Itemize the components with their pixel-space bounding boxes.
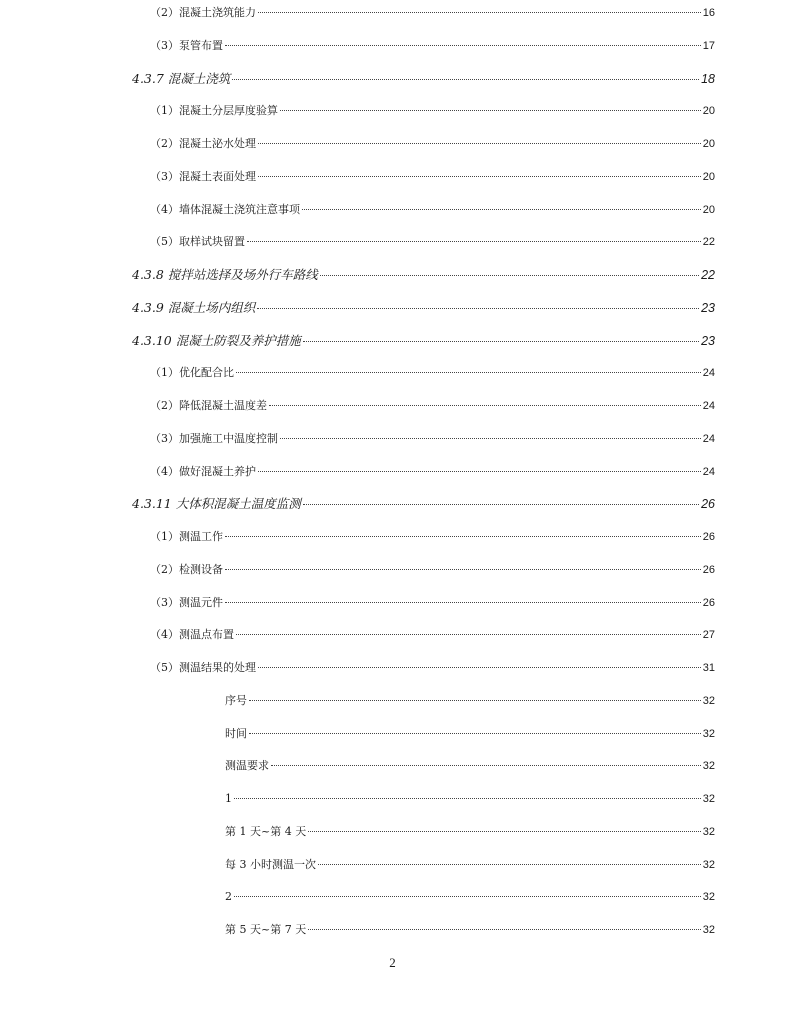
toc-entry-page: 32 — [702, 694, 715, 707]
toc-entry-label: 测温要求 — [225, 759, 269, 773]
toc-entry-label: （1）测温工作 — [150, 530, 223, 543]
toc-entry-label: （5）测温结果的处理 — [150, 661, 256, 674]
toc-entry-label: （4）测温点布置 — [150, 628, 234, 642]
dot-leader — [308, 929, 701, 930]
dot-leader — [258, 143, 701, 144]
dot-leader — [280, 110, 701, 111]
dot-leader — [269, 405, 701, 406]
toc-entry-label: （1）混凝土分层厚度验算 — [150, 104, 278, 118]
toc-entry-label: （2）混凝土浇筑能力 — [150, 6, 256, 19]
toc-entry-label: （3）混凝土表面处理 — [150, 169, 256, 183]
toc-entry-page: 32 — [702, 825, 715, 838]
toc-entry-page: 32 — [702, 858, 715, 871]
toc-entry-page: 32 — [702, 891, 715, 904]
toc-entry-page: 23 — [701, 300, 715, 315]
toc-entry-label: （4）做好混凝土养护 — [150, 464, 256, 478]
toc-entry-page: 24 — [702, 367, 715, 380]
toc-entry[interactable] — [150, 39, 715, 53]
dot-leader — [258, 12, 701, 13]
toc-entry-page: 24 — [702, 465, 715, 478]
toc-entry[interactable] — [225, 890, 715, 904]
toc-entry-page: 24 — [702, 400, 715, 412]
toc-entry-page: 27 — [702, 629, 715, 642]
toc-entry[interactable] — [150, 104, 715, 118]
toc-entry-page: 18 — [701, 71, 715, 86]
toc-entry-page: 32 — [702, 727, 715, 740]
toc-entry-label: 序号 — [225, 693, 247, 707]
page-number: 2 — [389, 955, 396, 970]
toc-entry[interactable] — [225, 694, 715, 708]
toc-entry-page: 20 — [702, 138, 715, 150]
toc-section-heading[interactable] — [132, 268, 715, 282]
dot-leader — [258, 471, 701, 472]
toc-entry[interactable] — [150, 366, 715, 380]
dot-leader — [258, 176, 701, 177]
toc-entry-page: 26 — [702, 596, 715, 609]
toc-entry[interactable] — [150, 530, 715, 544]
toc-entry[interactable] — [225, 858, 715, 872]
toc-entry-page: 20 — [702, 105, 715, 118]
toc-entry-page: 24 — [702, 432, 715, 445]
dot-leader — [308, 831, 701, 832]
toc-entry-label: 时间 — [225, 726, 247, 740]
toc-entry-page: 26 — [702, 531, 715, 543]
dot-leader — [225, 602, 701, 603]
toc-section-heading[interactable] — [132, 334, 715, 348]
toc-entry-label: 4.3.9 混凝土场内组织 — [132, 299, 256, 315]
toc-entry[interactable] — [225, 759, 715, 773]
toc-entry[interactable] — [150, 203, 715, 217]
toc-entry[interactable] — [225, 727, 715, 741]
dot-leader — [225, 45, 701, 46]
toc-entry-label: （2）混凝土泌水处理 — [150, 137, 256, 150]
toc-entry[interactable] — [150, 137, 715, 151]
toc-section-heading[interactable] — [132, 72, 715, 86]
toc-entry-label: （4）墙体混凝土浇筑注意事项 — [150, 202, 300, 216]
toc-entry[interactable] — [150, 596, 715, 610]
toc-entry-label: 4.3.7 混凝土浇筑 — [132, 70, 231, 86]
toc-entry[interactable] — [150, 6, 715, 20]
toc-entry-label: 4.3.8 搅拌站选择及场外行车路线 — [132, 267, 318, 282]
toc-entry-label: 第 5 天~第 7 天 — [225, 923, 307, 936]
toc-entry-page: 32 — [702, 924, 715, 936]
dot-leader — [280, 438, 701, 439]
dot-leader — [249, 700, 701, 701]
toc-entry-page: 31 — [702, 662, 715, 674]
dot-leader — [225, 569, 701, 570]
dot-leader — [302, 209, 701, 210]
toc-entry-label: （2）降低混凝土温度差 — [150, 399, 267, 412]
toc-entry-label: （2）检测设备 — [150, 562, 223, 576]
toc-entry-label: （3）测温元件 — [150, 595, 223, 609]
toc-entry-page: 23 — [701, 333, 715, 348]
toc-entry[interactable] — [150, 465, 715, 479]
dot-leader — [258, 667, 701, 668]
toc-entry-label: 第 1 天~第 4 天 — [225, 824, 307, 838]
toc-entry[interactable] — [150, 628, 715, 642]
dot-leader — [236, 372, 701, 373]
dot-leader — [234, 896, 701, 897]
dot-leader — [303, 341, 699, 342]
toc-entry[interactable] — [150, 235, 715, 249]
dot-leader — [257, 308, 699, 309]
dot-leader — [232, 79, 699, 80]
toc-entry[interactable] — [150, 399, 715, 413]
toc-entry-label: 4.3.10 混凝土防裂及养护措施 — [132, 332, 301, 348]
toc-entry-label: （3）泵管布置 — [150, 38, 223, 52]
toc-entry-label: （5）取样试块留置 — [150, 235, 245, 249]
toc-entry[interactable] — [150, 432, 715, 446]
toc-section-heading[interactable] — [132, 301, 715, 315]
dot-leader — [225, 536, 701, 537]
dot-leader — [236, 634, 701, 635]
toc-entry-page: 17 — [702, 39, 715, 52]
toc-entry-page: 32 — [702, 793, 715, 805]
dot-leader — [320, 275, 699, 276]
dot-leader — [247, 241, 701, 242]
toc-entry-label: （3）加强施工中温度控制 — [150, 431, 278, 445]
toc-entry-label: （1）优化配合比 — [150, 366, 234, 380]
toc-entry[interactable] — [150, 170, 715, 184]
dot-leader — [318, 864, 701, 865]
toc-entry[interactable] — [150, 661, 715, 675]
toc-entry[interactable] — [225, 825, 715, 839]
toc-entry-page: 26 — [701, 497, 715, 512]
dot-leader — [271, 765, 701, 766]
toc-entry-page: 16 — [702, 7, 715, 19]
toc-entry-label: 1 — [225, 792, 232, 805]
toc-entry-page: 22 — [702, 236, 715, 249]
dot-leader — [249, 733, 701, 734]
dot-leader — [303, 504, 699, 505]
toc-entry-page: 32 — [702, 760, 715, 773]
toc-entry[interactable] — [225, 923, 715, 937]
toc-entry-label: 每 3 小时测温一次 — [225, 857, 316, 871]
toc-entry[interactable] — [225, 792, 715, 806]
toc-entry-page: 20 — [702, 170, 715, 183]
toc-entry-page: 22 — [701, 268, 715, 282]
toc-entry-page: 20 — [702, 203, 715, 216]
toc-entry-label: 2 — [225, 890, 232, 904]
toc-entry[interactable] — [150, 563, 715, 577]
toc-entry-label: 4.3.11 大体积混凝土温度监测 — [132, 496, 301, 512]
dot-leader — [234, 798, 701, 799]
toc-entry-page: 26 — [702, 563, 715, 576]
toc-section-heading[interactable] — [132, 497, 715, 511]
